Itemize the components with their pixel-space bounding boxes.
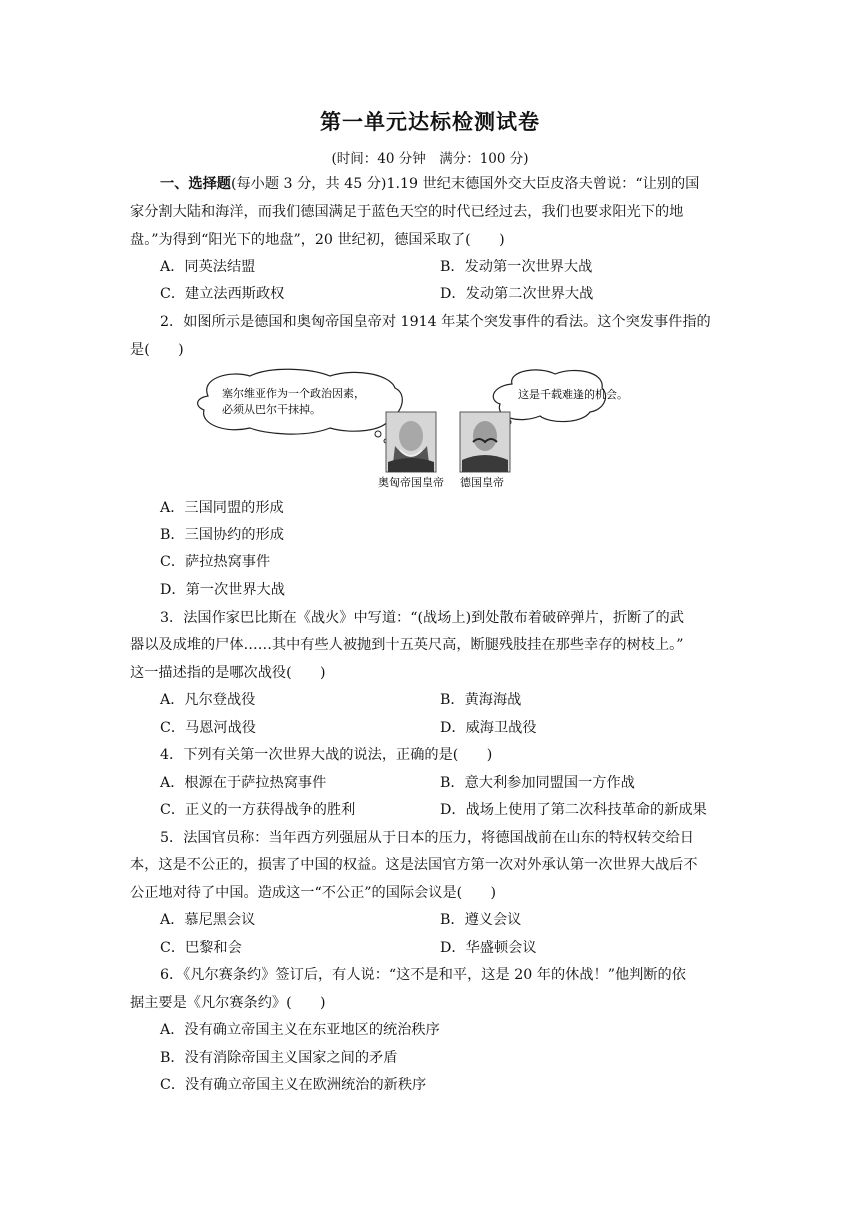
q5-option-b: B．遵义会议 [440,912,522,928]
austria-emperor-portrait [386,412,436,472]
q5-line-3: 公正地对待了中国。造成这一“不公正”的国际会议是( ) [130,885,497,901]
q3-option-b: B．黄海海战 [440,692,522,708]
q6-option-a: A．没有确立帝国主义在东亚地区的统治秩序 [160,1022,440,1038]
q5-option-a: A．慕尼黑会议 [160,912,256,928]
exam-time-score: (时间：40 分钟 满分：100 分) [331,151,529,167]
q3-option-c: C．马恩河战役 [160,720,256,736]
q1-line-1 [160,174,699,194]
q1-option-d: D．发动第二次世界大战 [440,286,594,302]
q3-line-3: 这一描述指的是哪次战役( ) [130,665,326,681]
q1-line-3: 盘。”为得到“阳光下的地盘”，20 世纪初，德国采取了( ) [130,232,505,248]
q4-option-a: A．根源在于萨拉热窝事件 [160,775,327,791]
q6-option-c: C．没有确立帝国主义在欧洲统治的新秩序 [160,1077,427,1093]
q2-option-c: C．萨拉热窝事件 [160,554,271,570]
caption-german-emperor: 德国皇帝 [460,476,504,489]
q1-option-c: C．建立法西斯政权 [160,286,285,302]
bubble-left-line-2: 必须从巴尔干抹掉。 [222,403,321,416]
german-emperor-portrait [460,412,510,472]
bubble-right-text: 这是千载难逢的机会。 [518,388,628,401]
q2-line-1: 2．如图所示是德国和奥匈帝国皇帝对 1914 年某个突发事件的看法。这个突发事件指的 [160,314,711,330]
speech-bubble-right [493,370,628,431]
page-title: 第一单元达标检测试卷 [320,110,540,134]
q4-option-d: D．战场上使用了第二次科技革命的新成果 [440,802,707,818]
q1-line-2: 家分割大陆和海洋，而我们德国满足于蓝色天空的时代已经过去，我们也要求阳光下的地 [130,204,684,220]
q1-option-b: B．发动第一次世界大战 [440,259,593,275]
emperors-figure [190,366,628,496]
section-heading: 一、选择题 [160,176,231,192]
q1-text-1: (每小题 3 分，共 45 分)1.19 世纪末德国外交大臣皮洛夫曾说：“让别的国 [230,176,700,192]
q6-option-b: B．没有消除帝国主义国家之间的矛盾 [160,1050,398,1066]
q4-option-c: C．正义的一方获得战争的胜利 [160,802,356,818]
figure-illustration [190,366,628,496]
q2-line-2: 是( ) [130,342,184,358]
q2-option-d: D．第一次世界大战 [160,582,285,598]
q5-line-1: 5．法国官员称：当年西方列强屈从于日本的压力，将德国战前在山东的特权转交给日 [160,830,694,846]
bubble-left-line-1: 塞尔维亚作为一个政治因素， [222,387,365,400]
q4-option-b: B．意大利参加同盟国一方作战 [440,775,635,791]
q1-option-a: A．同英法结盟 [160,259,256,275]
q5-option-d: D．华盛顿会议 [440,940,537,956]
q2-option-b: B．三国协约的形成 [160,527,284,543]
q5-line-2: 本，这是不公正的，损害了中国的权益。这是法国官方第一次对外承认第一次世界大战后不 [130,857,698,873]
q3-option-d: D．威海卫战役 [440,720,537,736]
caption-austria-emperor: 奥匈帝国皇帝 [378,476,444,489]
q3-option-a: A．凡尔登战役 [160,692,256,708]
q4-line-1: 4．下列有关第一次世界大战的说法，正确的是( ) [160,747,493,763]
q2-option-a: A．三国同盟的形成 [160,500,284,516]
q3-line-2: 器以及成堆的尸体……其中有些人被抛到十五英尺高，断腿残肢挂在那些幸存的树枝上。” [130,637,684,653]
speech-bubble-left [198,369,403,443]
q6-line-1: 6．《凡尔赛条约》签订后，有人说：“这不是和平，这是 20 年的休战！”他判断的依 [160,967,686,983]
q3-line-1: 3．法国作家巴比斯在《战火》中写道：“(战场上)到处散布着破碎弹片，折断了的武 [160,610,684,626]
q5-option-c: C．巴黎和会 [160,940,242,956]
q6-line-2: 据主要是《凡尔赛条约》( ) [130,995,326,1011]
